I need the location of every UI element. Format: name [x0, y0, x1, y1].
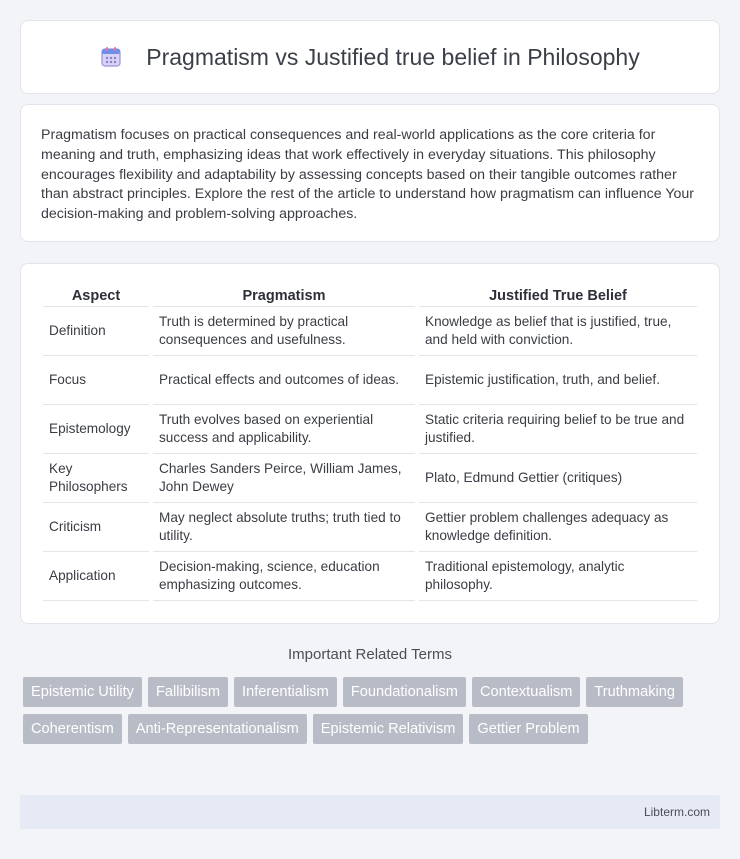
- comparison-table: [39, 284, 701, 601]
- row-aspect: Focus: [43, 356, 149, 405]
- row-jtb: Static criteria requiring belief to be true and justified.: [419, 405, 697, 454]
- tag-gettier-problem[interactable]: Gettier Problem: [469, 714, 587, 744]
- tag-contextualism[interactable]: Contextualism: [472, 677, 580, 707]
- tag-fallibilism[interactable]: Fallibilism: [148, 677, 228, 707]
- tag-epistemic-relativism[interactable]: Epistemic Relativism: [313, 714, 464, 744]
- related-terms-list: [23, 677, 723, 744]
- row-aspect: Criticism: [43, 503, 149, 552]
- table-row: [43, 307, 697, 356]
- tag-inferentialism[interactable]: Inferentialism: [234, 677, 337, 707]
- table-row: [43, 454, 697, 503]
- row-jtb: Plato, Edmund Gettier (critiques): [419, 454, 697, 503]
- page-title: Pragmatism vs Justified true belief in Philosophy: [146, 43, 640, 70]
- row-pragmatism: Truth evolves based on experiential success and applicability.: [153, 405, 415, 454]
- row-jtb: Epistemic justification, truth, and belief.: [419, 356, 697, 405]
- row-pragmatism: Practical effects and outcomes of ideas.: [153, 356, 415, 405]
- header-justified-true-belief: Justified True Belief: [419, 284, 697, 307]
- table-header-row: [43, 284, 697, 307]
- table-row: [43, 503, 697, 552]
- related-terms-heading: Important Related Terms: [288, 646, 452, 663]
- row-jtb: Gettier problem challenges adequacy as knowledge definition.: [419, 503, 697, 552]
- row-pragmatism: May neglect absolute truths; truth tied to utility.: [153, 503, 415, 552]
- row-jtb: Knowledge as belief that is justified, true, and held with conviction.: [419, 307, 697, 356]
- tag-epistemic-utility[interactable]: Epistemic Utility: [23, 677, 142, 707]
- footer: [20, 795, 720, 829]
- table-row: [43, 405, 697, 454]
- intro-card: [20, 104, 720, 242]
- row-aspect: Definition: [43, 307, 149, 356]
- comparison-table-card: [20, 263, 720, 624]
- intro-paragraph: Pragmatism focuses on practical consequences and real-world applications as the core criteria for meaning and truth, emphasizing ideas that work effectively in everyday situations. This philosophy encourages flexibility and adaptability by assessing concepts based on their tangible outcomes rather than abstract principles. Explore the rest of the article to understand how pragmatism can influence Your decision-making and problem-solving approaches.: [41, 127, 694, 223]
- row-aspect: Key Philosophers: [43, 454, 149, 503]
- row-pragmatism: Decision-making, science, education emphasizing outcomes.: [153, 552, 415, 601]
- header-pragmatism: Pragmatism: [153, 284, 415, 307]
- header-aspect: Aspect: [43, 284, 149, 307]
- tag-coherentism[interactable]: Coherentism: [23, 714, 122, 744]
- row-aspect: Epistemology: [43, 405, 149, 454]
- title-card: [20, 20, 720, 94]
- calendar-icon: [100, 46, 122, 68]
- tag-anti-representationalism[interactable]: Anti-Representationalism: [128, 714, 307, 744]
- row-jtb: Traditional epistemology, analytic philosophy.: [419, 552, 697, 601]
- table-row: [43, 552, 697, 601]
- row-pragmatism: Charles Sanders Peirce, William James, John Dewey: [153, 454, 415, 503]
- table-row: [43, 356, 697, 405]
- footer-site-link[interactable]: Libterm.com: [643, 805, 710, 819]
- row-pragmatism: Truth is determined by practical consequences and usefulness.: [153, 307, 415, 356]
- tag-foundationalism[interactable]: Foundationalism: [343, 677, 466, 707]
- row-aspect: Application: [43, 552, 149, 601]
- tag-truthmaking[interactable]: Truthmaking: [586, 677, 683, 707]
